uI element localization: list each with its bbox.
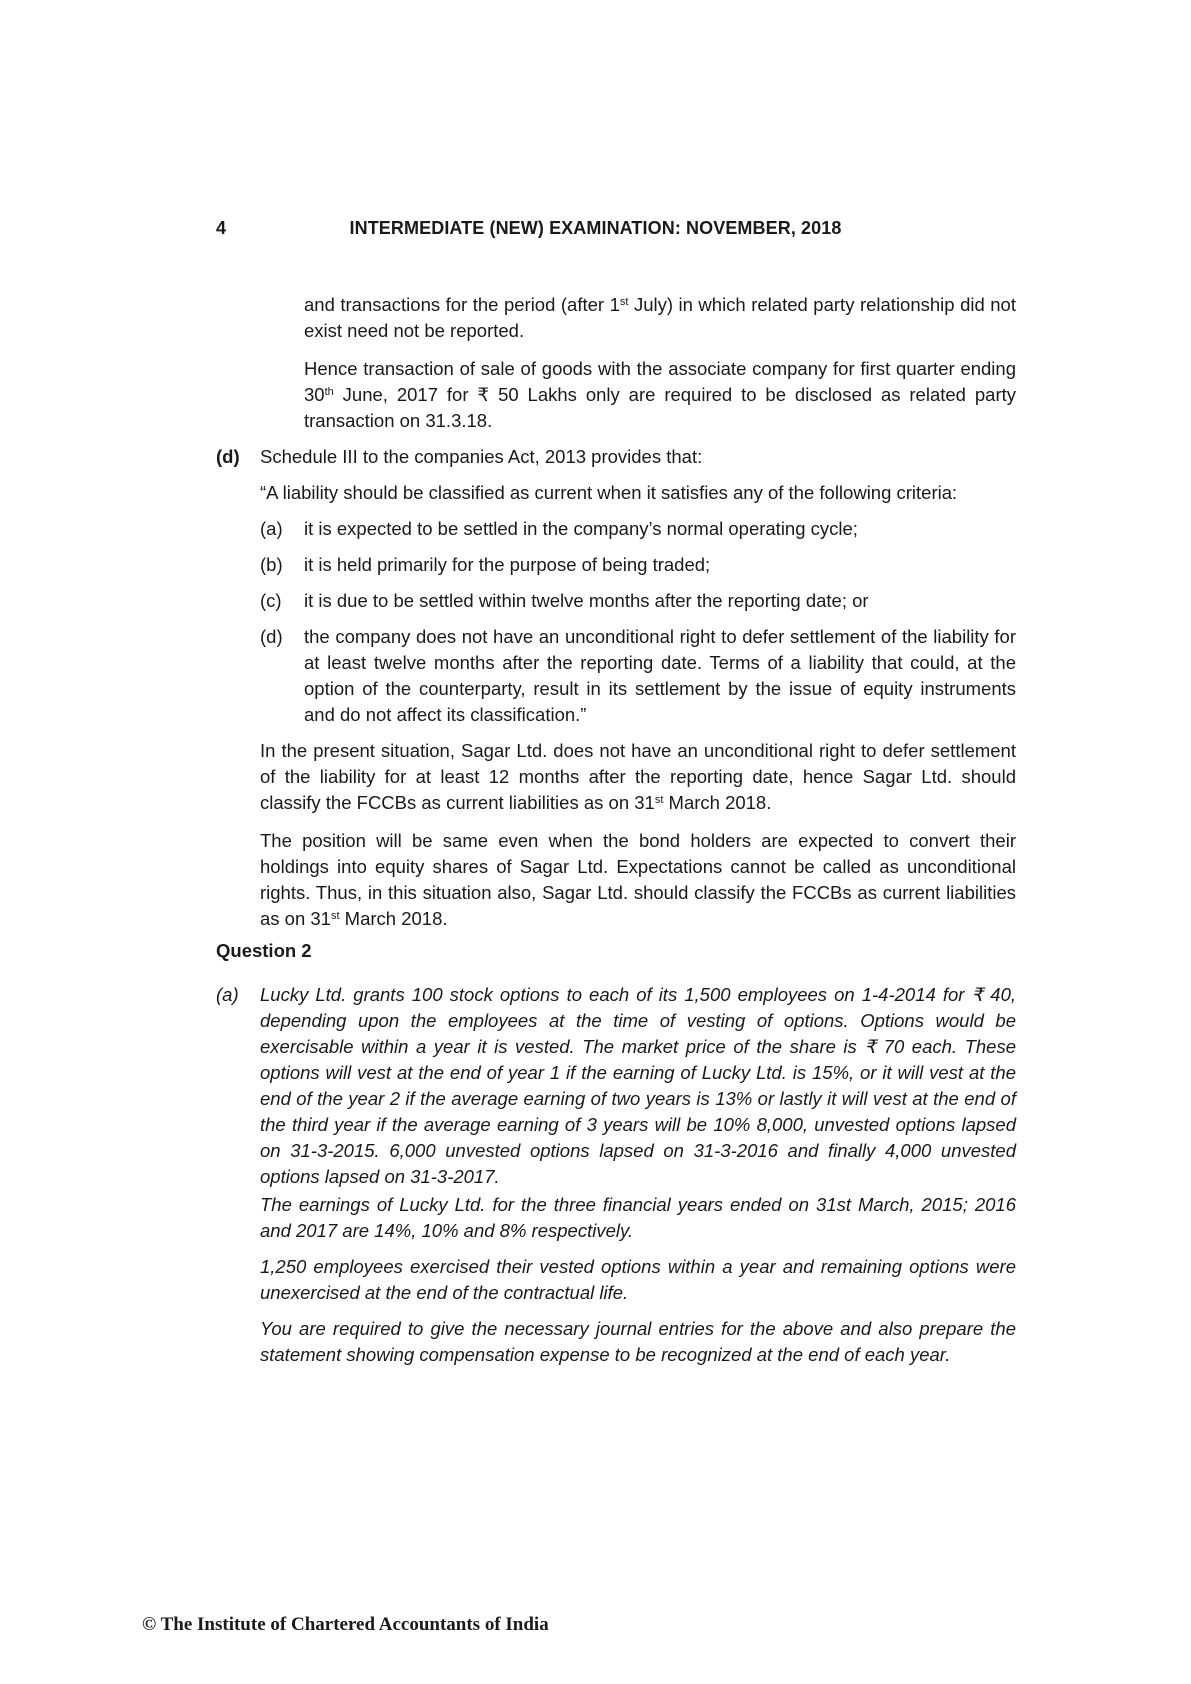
text-segment: Hence transaction of sale of goods with the associate company for first quarter ending 30 — [304, 358, 1016, 405]
criteria-item: the company does not have an unconditional right to defer settlement of the liability for at least twelve months after the reporting date. Terms of a liability that could, at the option of the counterparty, result in its settlement by the issue of equity instruments and do not affect its classification.” — [304, 626, 1016, 725]
text-segment: In the present situation, Sagar Ltd. does not have an unconditional right to defer settlement of the liability for at least 12 months after the reporting date, hence Sagar Ltd. should classify the FCCBs as current liabilities as on 31 — [260, 740, 1016, 813]
question-paragraph-stock-options: Lucky Ltd. grants 100 stock options to each of its 1,500 employees on 1-4-2014 for ₹ 40, depending upon the employees at the time of vesting of options. Options would be exercisable within a year it is vested. The market price of the share is ₹ 70 each. These options will vest at the end of year 1 if the earning of Lucky Ltd. is 15%, or it will vest at the end of the year 2 if the average earning of two years is 13% or lastly it will vest at the end of the third year if the average earning of 3 years will be 10% 8,000, unvested options lapsed on 31-3-2015. 6,000 unvested options lapsed on 31-3-2016 and finally 4,000 unvested options lapsed on 31-3-2017. — [260, 984, 1016, 1187]
criteria-item: it is held primarily for the purpose of being traded; — [304, 554, 711, 575]
superscript: th — [324, 386, 334, 398]
question-part-label: (a) — [216, 984, 239, 1005]
question-paragraph-requirement: You are required to give the necessary journal entries for the above and also prepare the statement showing compensation expense to be recognized at the end of each year. — [260, 1318, 1016, 1365]
page-header-title: INTERMEDIATE (NEW) EXAMINATION: NOVEMBER, 2018 — [349, 218, 842, 238]
paragraph-bondholders — [260, 828, 1016, 932]
part-d-label: (d) — [216, 446, 240, 467]
footer-copyright: © The Institute of Chartered Accountants of India — [142, 1614, 549, 1635]
question-paragraph-exercise: 1,250 employees exercised their vested options within a year and remaining options were unexercised at the end of the contractual life. — [260, 1256, 1016, 1303]
criteria-label: (d) — [260, 626, 283, 647]
criteria-item: it is expected to be settled in the company’s normal operating cycle; — [304, 518, 858, 539]
superscript: st — [654, 794, 664, 806]
paragraph-related-party-disclosure — [304, 356, 1016, 434]
superscript: st — [619, 296, 629, 308]
superscript: st — [330, 910, 340, 922]
text-segment: March 2018. — [339, 908, 448, 929]
paragraph-related-party-period — [304, 292, 1016, 344]
criteria-item: it is due to be settled within twelve months after the reporting date; or — [304, 590, 869, 611]
text-segment: and transactions for the period (after 1 — [304, 294, 620, 315]
criteria-label: (b) — [260, 554, 283, 575]
question-paragraph-earnings: The earnings of Lucky Ltd. for the three financial years ended on 31st March, 2015; 2016 and 2017 are 14%, 10% and 8% respectively. — [260, 1194, 1016, 1241]
criteria-intro: “A liability should be classified as current when it satisfies any of the following criteria: — [260, 482, 958, 503]
question-heading: Question 2 — [216, 940, 312, 961]
text-segment: The position will be same even when the bond holders are expected to convert their holdings into equity shares of Sagar Ltd. Expectations cannot be called as unconditional rights. Thus, in this situation also, Sagar Ltd. should classify the FCCBs as current liabilities as on 31 — [260, 830, 1016, 929]
criteria-label: (c) — [260, 590, 282, 611]
text-segment: March 2018. — [663, 792, 772, 813]
criteria-label: (a) — [260, 518, 283, 539]
text-segment: July) in which related party relationship did not exist need not be reported. — [304, 294, 1016, 341]
part-d-intro: Schedule III to the companies Act, 2013 provides that: — [260, 446, 703, 467]
paragraph-sagar-conclusion — [260, 738, 1016, 816]
text-segment: June, 2017 for ₹ 50 Lakhs only are required to be disclosed as related party transaction on 31.3.18. — [304, 384, 1016, 431]
page-number: 4 — [216, 218, 227, 238]
